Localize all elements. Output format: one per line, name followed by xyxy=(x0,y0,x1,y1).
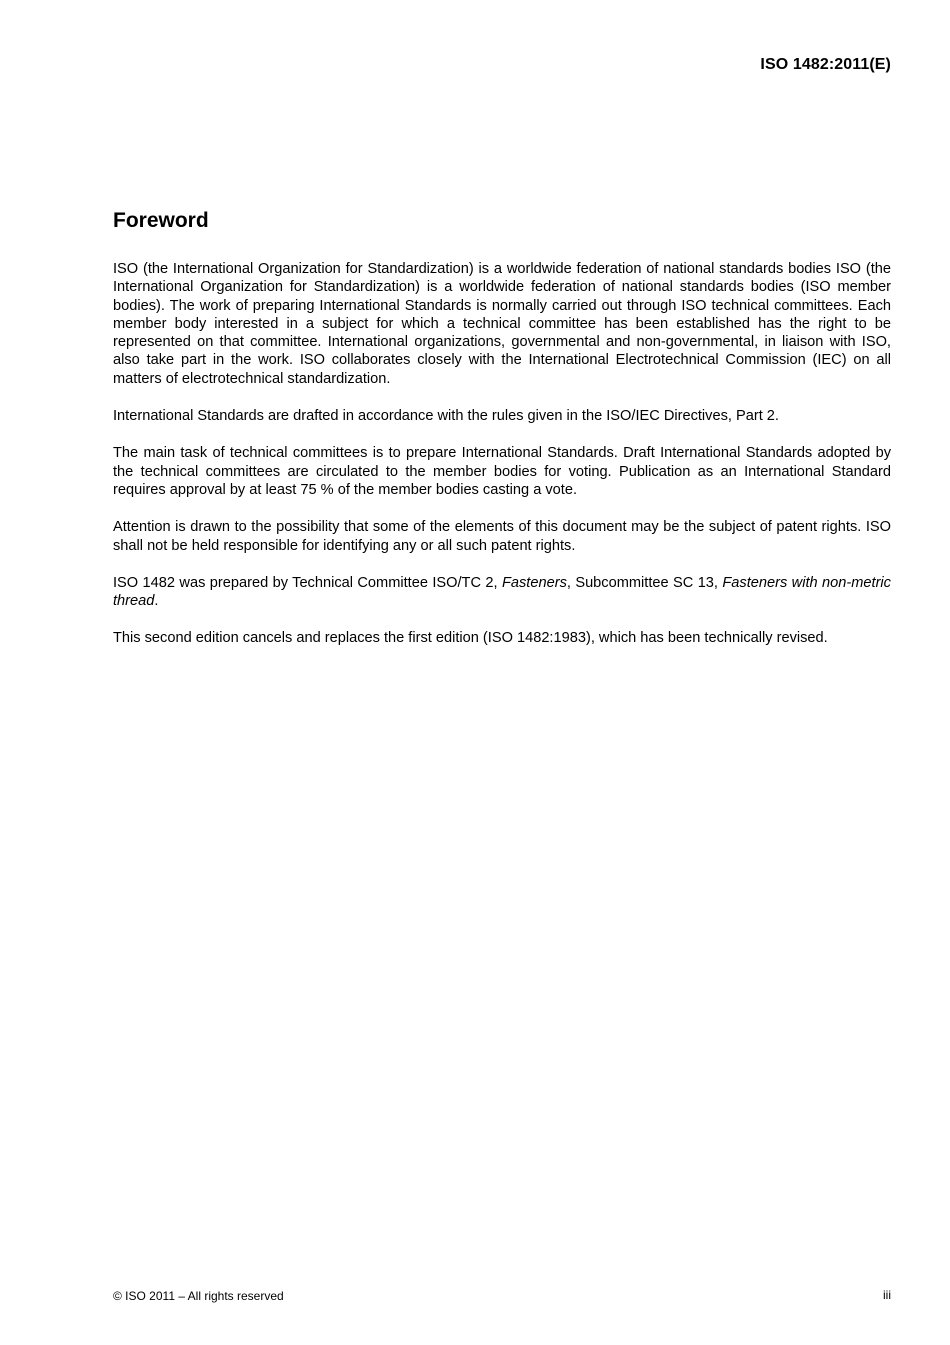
paragraph-iso-intro: ISO (the International Organization for Standardization) is a worldwide federation of national standards bodies ISO (the International Organization for Standardization) is a worldwide federation of national standards bodies (ISO member bodies). The work of preparing International Standards is normally carried out through ISO technical committees. Each member body interested in a subject for which a technical committee has been established has the right to be represented on that committee. International organizations, governmental and non-governmental, in liaison with ISO, also take part in the work. ISO collaborates closely with the International Electrotechnical Commission (IEC) on all matters of electrotechnical standardization. xyxy=(113,261,891,387)
committee-name: Fasteners xyxy=(501,574,567,591)
paragraph-directives: International Standards are drafted in accordance with the rules given in the ISO/IEC Directives, Part 2. xyxy=(113,408,779,425)
section-title: Foreword xyxy=(113,209,209,232)
footer-page-number: iii xyxy=(883,1288,891,1302)
subcommittee-name: Fasteners with non-metric thread xyxy=(113,574,891,610)
paragraph-main-task: The main task of technical committees is to prepare International Standards. Draft International Standards adopted by the technical committees are circulated to the member bodies for voting. Publication as an International Standard requires approval by at least 75 % of the member bodies casting a vote. xyxy=(113,445,891,498)
document-id: ISO 1482:2011(E) xyxy=(760,56,891,73)
paragraph-prepared-by xyxy=(113,574,891,611)
footer-copyright: © ISO 2011 – All rights reserved xyxy=(113,1289,284,1303)
paragraph-edition: This second edition cancels and replaces the first edition (ISO 1482:1983), which has been technically revised. xyxy=(113,630,828,647)
paragraph-patent-rights: Attention is drawn to the possibility that some of the elements of this document may be the subject of patent rights. ISO shall not be held responsible for identifying any or all such patent rights. xyxy=(113,519,891,554)
prepared-by-text-1: ISO 1482 was prepared by Technical Committee ISO/TC 2, xyxy=(113,574,502,591)
prepared-by-text-3: . xyxy=(154,593,159,610)
prepared-by-text-2: , Subcommittee SC 13, xyxy=(566,574,723,591)
foreword-body xyxy=(113,260,891,667)
